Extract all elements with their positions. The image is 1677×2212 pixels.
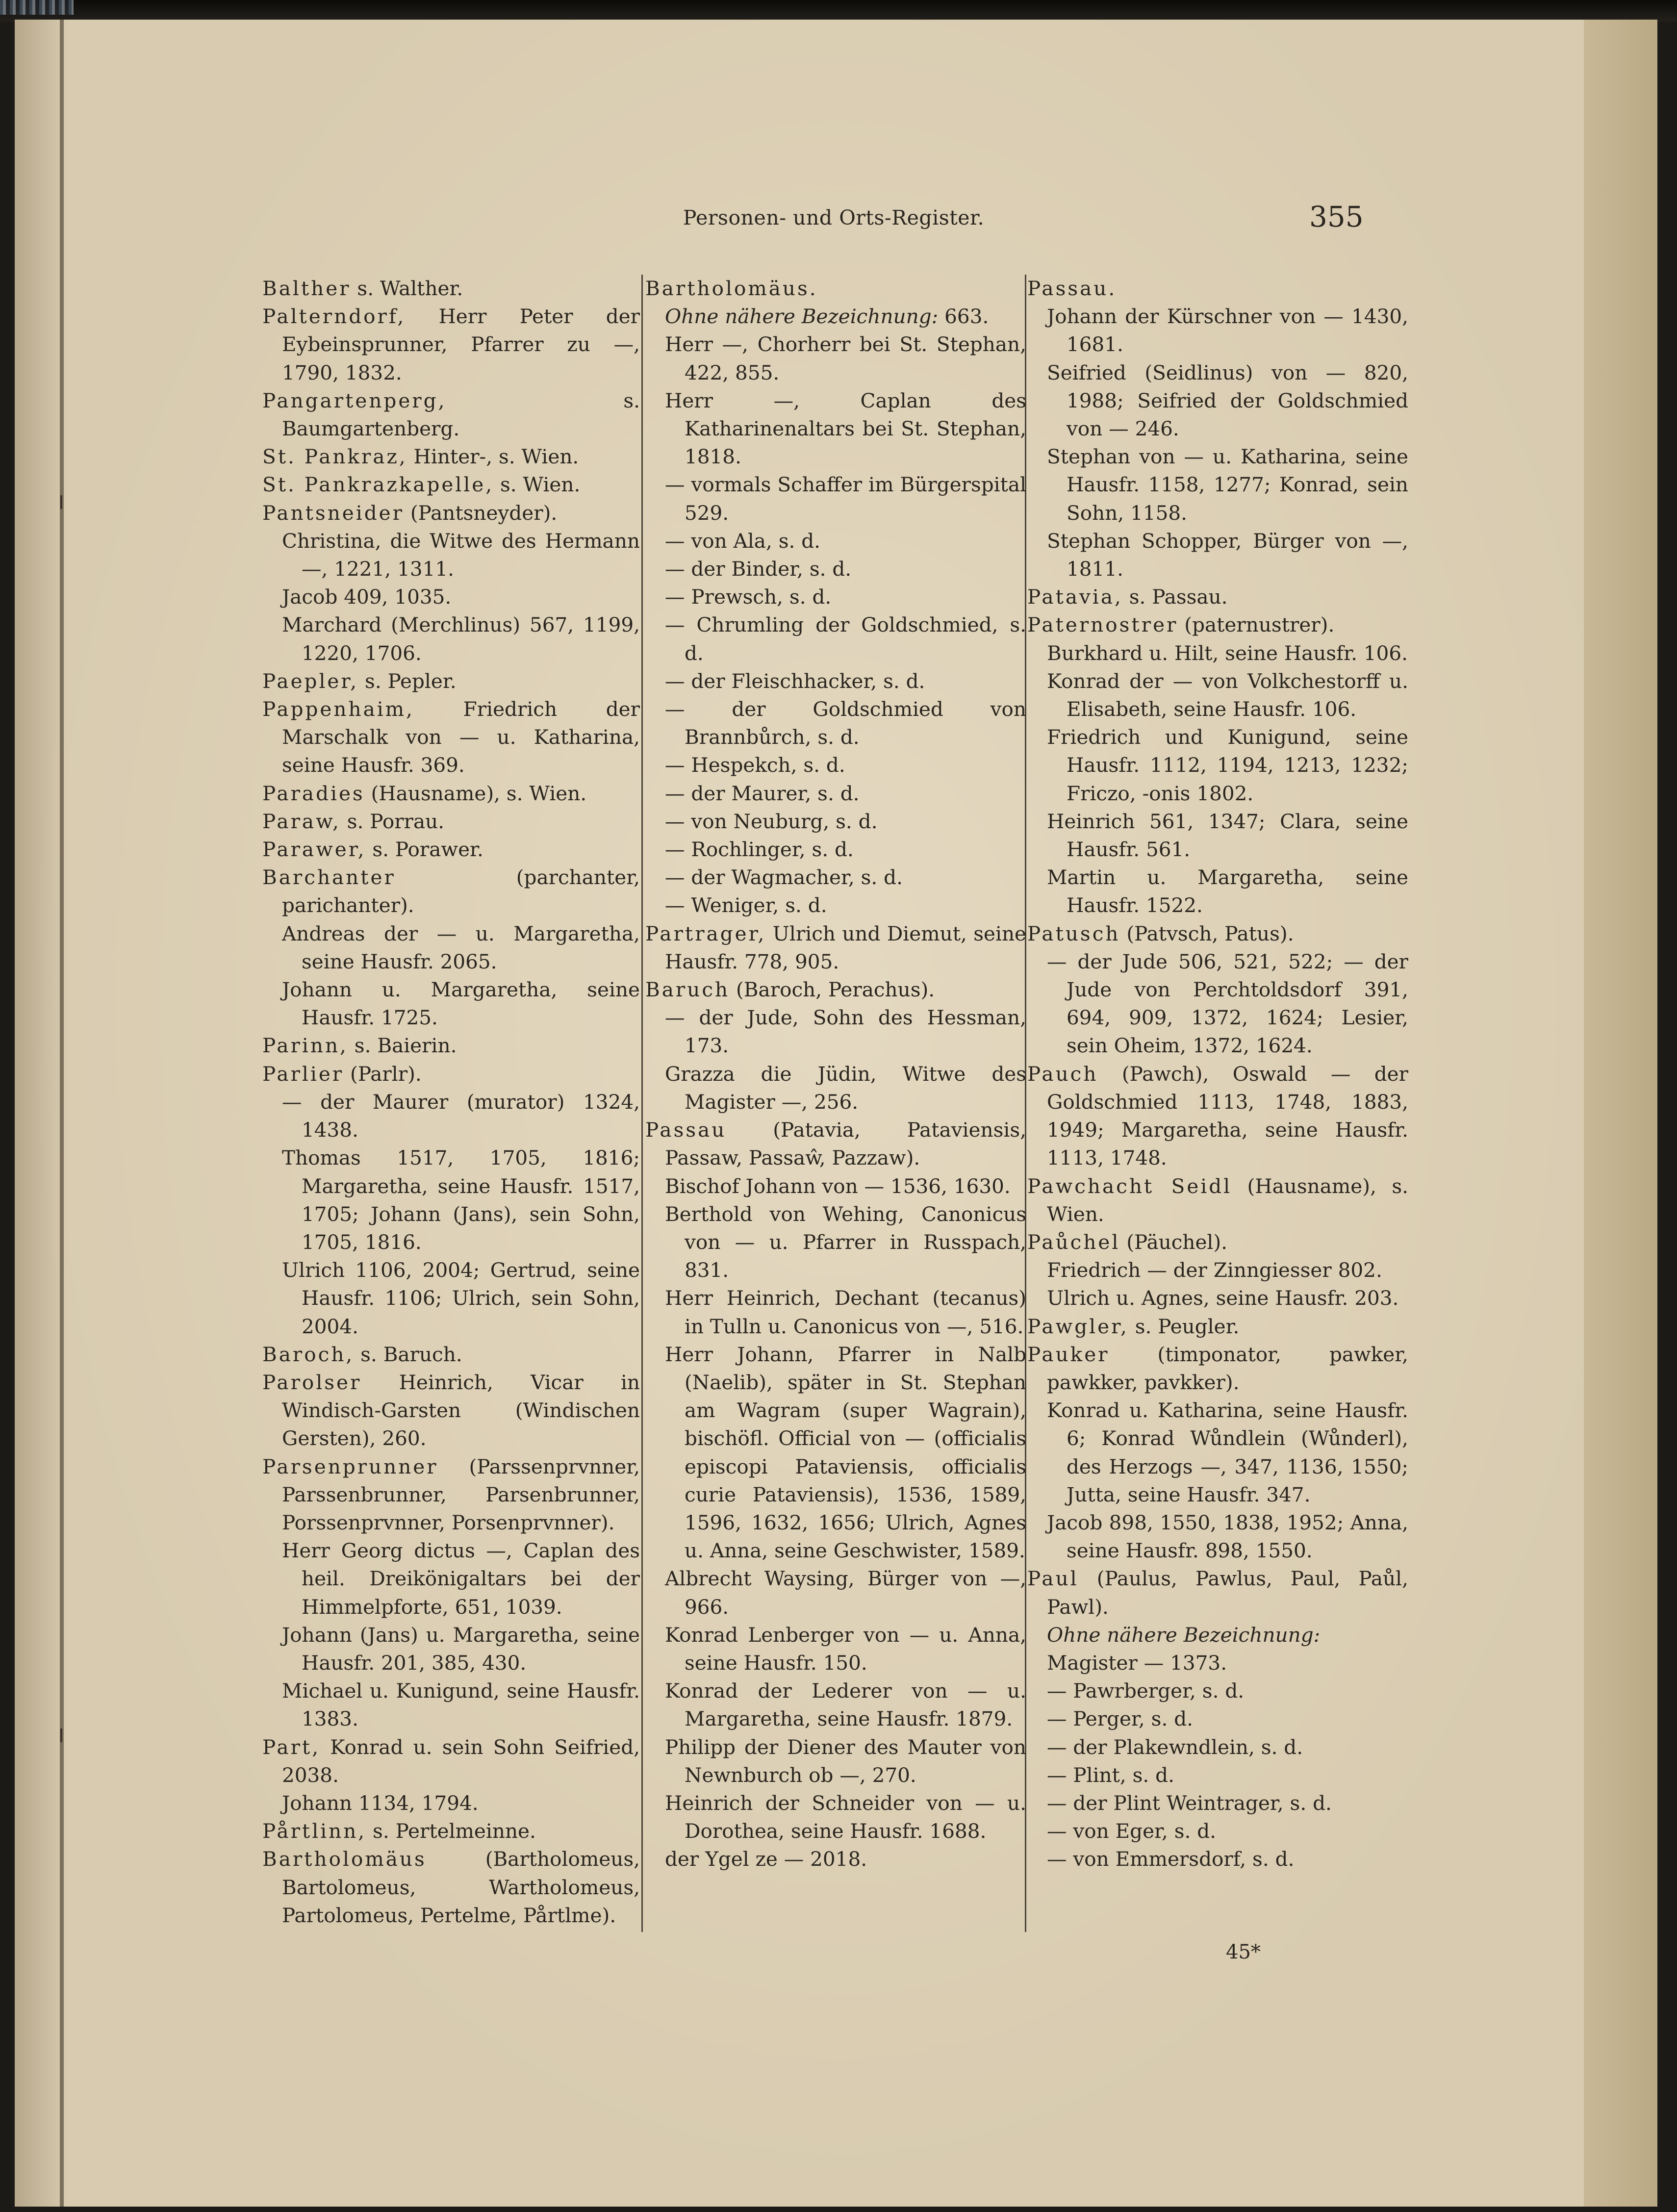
entry-text: (parchanter, parichanter). — [282, 865, 640, 917]
entry-headword: Paepler, — [262, 669, 359, 693]
index-entry — [262, 695, 640, 780]
entry-headword: Patusch — [1027, 921, 1120, 945]
index-subentry — [262, 920, 640, 976]
index-entry — [1027, 1313, 1408, 1341]
entry-text: — der Binder, s. d. — [665, 557, 852, 581]
running-header: Personen- und Orts-Register. — [683, 206, 985, 229]
index-entry — [1027, 611, 1408, 639]
index-subentry — [1027, 1509, 1408, 1565]
entry-text: (Bartholomeus, Bartolomeus, Wartholomeus, Partolomeus, Pertelme, Pårtlme). — [282, 1847, 640, 1927]
entry-headword: Pappenhaim, — [262, 697, 414, 721]
entry-text: — der Maurer (murator) 1324, 1438. — [282, 1090, 640, 1142]
entry-text: — Pawrberger, s. d. — [1047, 1679, 1245, 1703]
entry-text: (paternustrer). — [1178, 613, 1335, 637]
index-subentry — [645, 1733, 1026, 1789]
page-edge-band — [1584, 20, 1657, 2207]
entry-text: Johann der Kürschner von — 1430, 1681. — [1047, 305, 1408, 356]
index-subentry — [262, 611, 640, 667]
entry-text: (Pantsneyder). — [404, 501, 558, 525]
index-entry — [262, 1845, 640, 1930]
entry-text: Heinrich, Vicar in Windisch-Garsten (Windischen Gersten), 260. — [282, 1370, 640, 1450]
entry-text: s. Peugler. — [1128, 1314, 1240, 1338]
index-subentry — [262, 527, 640, 583]
entry-text: (Parssenprvnner, Parssenbrunner, Parsenbrunner, Porssenprvnner, Porsenprvnner). — [282, 1454, 640, 1534]
index-subentry — [645, 695, 1026, 751]
index-subentry — [1027, 1256, 1408, 1284]
entry-headword: Parinn, — [262, 1034, 348, 1058]
entry-headword: Parsenprunner — [262, 1454, 438, 1478]
entry-text: (Paulus, Pawlus, Paul, Paůl, Pawl). — [1047, 1567, 1408, 1619]
index-subentry — [645, 611, 1026, 667]
index-subentry — [1027, 359, 1408, 443]
entry-text: Jacob 409, 1035. — [282, 585, 452, 609]
entry-text: Konrad Lenberger von — u. Anna, seine Hausfr. 150. — [665, 1623, 1026, 1675]
column-rule — [641, 275, 643, 1932]
index-subentry — [645, 836, 1026, 864]
entry-text: Friedrich der Marschalk von — u. Katharina, seine Hausfr. 369. — [282, 697, 640, 777]
index-entry — [1027, 1228, 1408, 1256]
entry-text: Herr Georg dictus —, Caplan des heil. Dreikönigaltars bei der Himmelpforte, 651, 1039. — [282, 1539, 640, 1619]
index-entry — [1027, 1565, 1408, 1621]
index-subentry — [645, 1621, 1026, 1677]
index-subentry — [1027, 527, 1408, 583]
index-subentry — [1027, 1621, 1408, 1649]
entry-text: Konrad der Lederer von — u. Margaretha, seine Hausfr. 1879. — [665, 1679, 1026, 1731]
entry-text: — der Plint Weintrager, s. d. — [1047, 1791, 1332, 1815]
entry-headword: Parlier — [262, 1062, 344, 1086]
entry-headword: Paradies — [262, 781, 365, 805]
entry-text: s. Pertelmeinne. — [366, 1819, 536, 1843]
entry-headword: Pawgler, — [1027, 1314, 1129, 1338]
index-entry — [1027, 1060, 1408, 1172]
entry-text: Konrad u. sein Sohn Seifried, 2038. — [282, 1735, 640, 1787]
index-subentry — [645, 1565, 1026, 1621]
index-subentry — [645, 1172, 1026, 1200]
index-subentry — [645, 780, 1026, 808]
entry-text: s. Baierin. — [348, 1034, 457, 1058]
entry-text: — Plint, s. d. — [1047, 1763, 1174, 1787]
entry-headword: Baruch — [645, 978, 730, 1002]
index-subentry — [262, 1144, 640, 1256]
entry-headword: Pangartenperg, — [262, 388, 447, 412]
index-entry — [1027, 583, 1408, 611]
entry-text: — Hespekch, s. d. — [665, 753, 845, 777]
entry-headword: Partrager, — [645, 921, 766, 945]
entry-text: — von Ala, s. d. — [665, 529, 821, 553]
entry-text: (Hausname), s. Wien. — [364, 781, 587, 805]
entry-text: Herr —, Caplan des Katharinenaltars bei St. Stephan, 1818. — [665, 388, 1026, 469]
margin-mark — [60, 1729, 62, 1742]
page-number: 355 — [1309, 200, 1364, 233]
entry-text: Friedrich — der Zinngiesser 802. — [1047, 1258, 1382, 1282]
index-subentry — [1027, 1845, 1408, 1873]
entry-text: Friedrich und Kunigund, seine Hausfr. 1112, 1194, 1213, 1232; Friczo, -onis 1802. — [1047, 725, 1408, 805]
index-entry — [645, 920, 1026, 976]
entry-headword: Parawer, — [262, 838, 366, 862]
entry-text: — vormals Schaffer im Bürgerspital 529. — [665, 473, 1026, 525]
entry-text: 663. — [938, 305, 989, 329]
index-subentry — [645, 751, 1026, 779]
index-subentry — [645, 387, 1026, 471]
entry-text: Herr Peter der Eybeinsprunner, Pfarrer zu —, 1790, 1832. — [282, 305, 640, 384]
index-subentry — [1027, 639, 1408, 667]
entry-text: s. Porrau. — [340, 809, 445, 833]
entry-text: Ulrich 1106, 2004; Gertrud, seine Hausfr. 1106; Ulrich, sein Sohn, 2004. — [282, 1258, 640, 1338]
entry-headword: Bartholomäus. — [645, 277, 818, 300]
entry-headword: St. Pankrazkapelle, — [262, 473, 494, 497]
index-column-3 — [1027, 275, 1408, 1874]
index-subentry — [262, 583, 640, 611]
index-entry — [1027, 1341, 1408, 1397]
index-subentry — [645, 1789, 1026, 1845]
entry-headword: St. Pankraz, — [262, 445, 407, 469]
entry-text: Konrad der — von Volkchestorff u. Elisabeth, seine Hausfr. 106. — [1047, 669, 1408, 721]
entry-text: Thomas 1517, 1705, 1816; Margaretha, seine Hausfr. 1517, 1705; Johann (Jans), sein Sohn, 1705, 1816. — [282, 1146, 640, 1254]
entry-text: (Hausname), s. Wien. — [1047, 1174, 1408, 1226]
index-subentry — [1027, 864, 1408, 919]
entry-text: Martin u. Margaretha, seine Hausfr. 1522. — [1047, 865, 1408, 917]
index-entry — [262, 471, 640, 499]
index-entry — [645, 1116, 1026, 1172]
entry-headword: Parolser — [262, 1370, 362, 1394]
index-subentry — [1027, 1789, 1408, 1817]
index-subentry — [645, 527, 1026, 555]
entry-text: s. Walther. — [351, 277, 463, 300]
entry-headword: Paůchel — [1027, 1230, 1120, 1254]
index-column-2 — [645, 275, 1026, 1874]
entry-text: Philipp der Diener des Mauter von Newnburch ob —, 270. — [665, 1735, 1026, 1787]
index-subentry — [1027, 1817, 1408, 1845]
entry-text: s. Passau. — [1122, 585, 1228, 609]
entry-text: — der Maurer, s. d. — [665, 781, 860, 805]
index-entry — [262, 1453, 640, 1537]
entry-headword: Patavia, — [1027, 585, 1123, 609]
scan-artifact — [0, 0, 74, 15]
index-entry — [262, 1032, 640, 1060]
index-subentry — [1027, 1397, 1408, 1509]
entry-text: Michael u. Kunigund, seine Hausfr. 1383. — [282, 1679, 640, 1731]
entry-text: — von Eger, s. d. — [1047, 1819, 1217, 1843]
entry-text: Seifried (Seidlinus) von — 820, 1988; Seifried der Goldschmied von — 246. — [1047, 360, 1408, 441]
entry-text: Johann u. Margaretha, seine Hausfr. 1725. — [282, 978, 640, 1030]
entry-text: Johann 1134, 1794. — [282, 1791, 479, 1815]
entry-text: — Chrumling der Goldschmied, s. d. — [665, 613, 1026, 665]
entry-headword: Passau. — [1027, 277, 1117, 300]
index-subentry — [645, 1200, 1026, 1285]
entry-text: (Pawch), Oswald — der Goldschmied 1113, 1748, 1883, 1949; Margaretha, seine Hausfr. 1113, 1748. — [1047, 1062, 1408, 1170]
entry-text: Hinter-, s. Wien. — [407, 445, 579, 469]
index-entry — [262, 387, 640, 443]
entry-text: Albrecht Waysing, Bürger von —, 966. — [665, 1567, 1026, 1619]
entry-text: Grazza die Jüdin, Witwe des Magister —, 256. — [665, 1062, 1026, 1114]
entry-text: Konrad u. Katharina, seine Hausfr. 6; Konrad Wůndlein (Wůnderl), des Herzogs —, 347, 1136, 1550; Jutta, seine Hausfr. 347. — [1047, 1398, 1408, 1506]
book-page — [15, 20, 1657, 2207]
index-entry — [645, 275, 1026, 303]
index-subentry — [645, 1060, 1026, 1116]
index-subentry — [262, 976, 640, 1032]
entry-text: s. Porawer. — [366, 838, 483, 862]
entry-text: s. Baumgartenberg. — [282, 388, 640, 441]
entry-text: — der Fleischhacker, s. d. — [665, 669, 925, 693]
entry-text: Heinrich 561, 1347; Clara, seine Hausfr. 561. — [1047, 809, 1408, 862]
entry-text: Herr Johann, Pfarrer in Nalb (Naelib), später in St. Stephan am Wagram (super Wagrain), bischöfl. Official von — (officialis episcopi Pataviensis, officialis curie Pataviensis), 1536, 1589, 1596, 1632, 1656; Ulrich, Agnes u. Anna, seine Geschwister, 1589. — [665, 1342, 1026, 1563]
index-subentry — [1027, 1705, 1408, 1733]
index-subentry — [1027, 948, 1408, 1060]
index-entry — [1027, 275, 1408, 303]
entry-headword: Part, — [262, 1735, 321, 1759]
index-subentry — [645, 555, 1026, 583]
index-entry — [262, 1733, 640, 1789]
entry-headword: Paternostrer — [1027, 613, 1178, 637]
entry-text: s. Baruch. — [354, 1342, 462, 1366]
entry-text: Burkhard u. Hilt, seine Hausfr. 106. — [1047, 641, 1408, 665]
index-subentry — [1027, 1649, 1408, 1677]
entry-text: Stephan Schopper, Bürger von —, 1811. — [1047, 529, 1408, 581]
entry-text: — Perger, s. d. — [1047, 1707, 1194, 1731]
entry-qualifier: Ohne nähere Bezeichnung: — [1047, 1623, 1321, 1647]
index-entry — [262, 1060, 640, 1088]
entry-text: — der Goldschmied von Brannbůrch, s. d. — [665, 697, 1026, 749]
index-subentry — [645, 471, 1026, 527]
entry-text: Jacob 898, 1550, 1838, 1952; Anna, seine Hausfr. 898, 1550. — [1047, 1510, 1408, 1563]
entry-text: (Patavia, Pataviensis, Passaw, Passaŵ, Pazzaw). — [665, 1118, 1026, 1170]
entry-text: Herr Heinrich, Dechant (tecanus) in Tulln u. Canonicus von —, 516. — [665, 1286, 1026, 1338]
entry-headword: Pauker — [1027, 1342, 1110, 1366]
index-subentry — [645, 1004, 1026, 1060]
entry-headword: Pawchacht Seidl — [1027, 1174, 1232, 1198]
entry-text: der Ygel ze — 2018. — [665, 1847, 867, 1871]
entry-qualifier: Ohne nähere Bezeichnung: — [665, 305, 939, 329]
index-entry — [262, 780, 640, 808]
entry-text: Berthold von Wehing, Canonicus von — u. Pfarrer in Russpach, 831. — [665, 1202, 1026, 1282]
index-subentry — [645, 667, 1026, 695]
entry-text: Marchard (Merchlinus) 567, 1199, 1220, 1706. — [282, 613, 640, 665]
entry-headword: Balther — [262, 277, 351, 300]
index-subentry — [645, 1341, 1026, 1565]
entry-text: Ulrich und Diemut, seine Hausfr. 778, 905. — [665, 921, 1026, 973]
index-entry — [262, 1369, 640, 1453]
index-subentry — [645, 891, 1026, 919]
index-subentry — [645, 1284, 1026, 1340]
index-subentry — [1027, 1733, 1408, 1761]
index-entry — [1027, 920, 1408, 948]
entry-text: — von Emmersdorf, s. d. — [1047, 1847, 1295, 1871]
entry-text: Stephan von — u. Katharina, seine Hausfr. 1158, 1277; Konrad, sein Sohn, 1158. — [1047, 445, 1408, 525]
entry-text: Andreas der — u. Margaretha, seine Hausfr. 2065. — [282, 921, 640, 973]
index-subentry — [645, 331, 1026, 386]
entry-text: (Patvsch, Patus). — [1120, 921, 1294, 945]
page-gutter-shadow — [60, 20, 64, 2207]
scan-top-edge — [0, 0, 1677, 22]
entry-text: Heinrich der Schneider von — u. Dorothea, seine Hausfr. 1688. — [665, 1791, 1026, 1843]
entry-text: — Prewsch, s. d. — [665, 585, 832, 609]
entry-text: — von Neuburg, s. d. — [665, 809, 878, 833]
index-entry — [1027, 1172, 1408, 1228]
index-subentry — [1027, 667, 1408, 723]
entry-text: — der Jude 506, 521, 522; — der Jude von Perchtoldsdorf 391, 694, 909, 1372, 1624; Lesier, sein Oheim, 1372, 1624. — [1047, 949, 1408, 1058]
entry-text: Herr —, Chorherr bei St. Stephan, 422, 855. — [665, 332, 1026, 384]
index-subentry — [645, 864, 1026, 891]
entry-text: (Parlr). — [344, 1062, 422, 1086]
entry-headword: Paul — [1027, 1567, 1079, 1591]
entry-text: Johann (Jans) u. Margaretha, seine Hausfr. 201, 385, 430. — [282, 1623, 640, 1675]
entry-text: s. Wien. — [494, 473, 581, 497]
printer-signature: 45* — [1226, 1941, 1261, 1963]
entry-text: — der Wagmacher, s. d. — [665, 865, 903, 890]
index-subentry — [645, 583, 1026, 611]
index-entry — [645, 976, 1026, 1004]
index-entry — [262, 1817, 640, 1845]
index-subentry — [1027, 303, 1408, 358]
index-subentry — [1027, 1761, 1408, 1789]
index-subentry — [262, 1537, 640, 1621]
entry-text: Ulrich u. Agnes, seine Hausfr. 203. — [1047, 1286, 1399, 1310]
index-subentry — [262, 1256, 640, 1341]
index-subentry — [645, 808, 1026, 836]
entry-headword: Baroch, — [262, 1342, 355, 1366]
margin-mark — [60, 495, 62, 509]
entry-text: Magister — 1373. — [1047, 1651, 1227, 1675]
entry-headword: Bartholomäus — [262, 1847, 427, 1871]
index-entry — [262, 667, 640, 695]
index-entry — [262, 443, 640, 471]
entry-text: — der Jude, Sohn des Hessman, 173. — [665, 1006, 1026, 1058]
entry-text: (Baroch, Perachus). — [730, 978, 935, 1002]
index-subentry — [1027, 808, 1408, 864]
index-subentry — [1027, 1284, 1408, 1312]
index-subentry — [262, 1677, 640, 1733]
entry-text: — der Plakewndlein, s. d. — [1047, 1735, 1303, 1759]
index-entry — [262, 275, 640, 303]
index-entry — [262, 499, 640, 527]
entry-text: (timponator, pawker, pawkker, pavkker). — [1047, 1342, 1408, 1394]
index-subentry — [645, 303, 1026, 331]
entry-headword: Paraw, — [262, 809, 341, 833]
index-column-1 — [262, 275, 640, 1930]
entry-text: (Päuchel). — [1120, 1230, 1228, 1254]
index-subentry — [645, 1845, 1026, 1873]
index-subentry — [1027, 443, 1408, 527]
entry-text: s. Pepler. — [358, 669, 457, 693]
entry-headword: Pårtlinn, — [262, 1819, 367, 1843]
index-entry — [262, 303, 640, 387]
index-subentry — [1027, 723, 1408, 808]
entry-headword: Pantsneider — [262, 501, 404, 525]
index-subentry — [645, 1677, 1026, 1733]
entry-text: Christina, die Witwe des Hermann —, 1221, 1311. — [282, 529, 640, 581]
index-subentry — [1027, 1677, 1408, 1705]
index-subentry — [262, 1621, 640, 1677]
entry-text: — Weniger, s. d. — [665, 893, 827, 917]
index-entry — [262, 808, 640, 836]
entry-headword: Passau — [645, 1118, 727, 1142]
index-entry — [262, 1341, 640, 1369]
index-subentry — [262, 1088, 640, 1144]
entry-headword: Palterndorf, — [262, 305, 406, 329]
entry-headword: Pauch — [1027, 1062, 1098, 1086]
entry-text: — Rochlinger, s. d. — [665, 838, 854, 862]
index-entry — [262, 836, 640, 864]
entry-headword: Barchanter — [262, 865, 396, 890]
index-subentry — [262, 1789, 640, 1817]
entry-text: Bischof Johann von — 1536, 1630. — [665, 1174, 1011, 1198]
index-entry — [262, 864, 640, 919]
